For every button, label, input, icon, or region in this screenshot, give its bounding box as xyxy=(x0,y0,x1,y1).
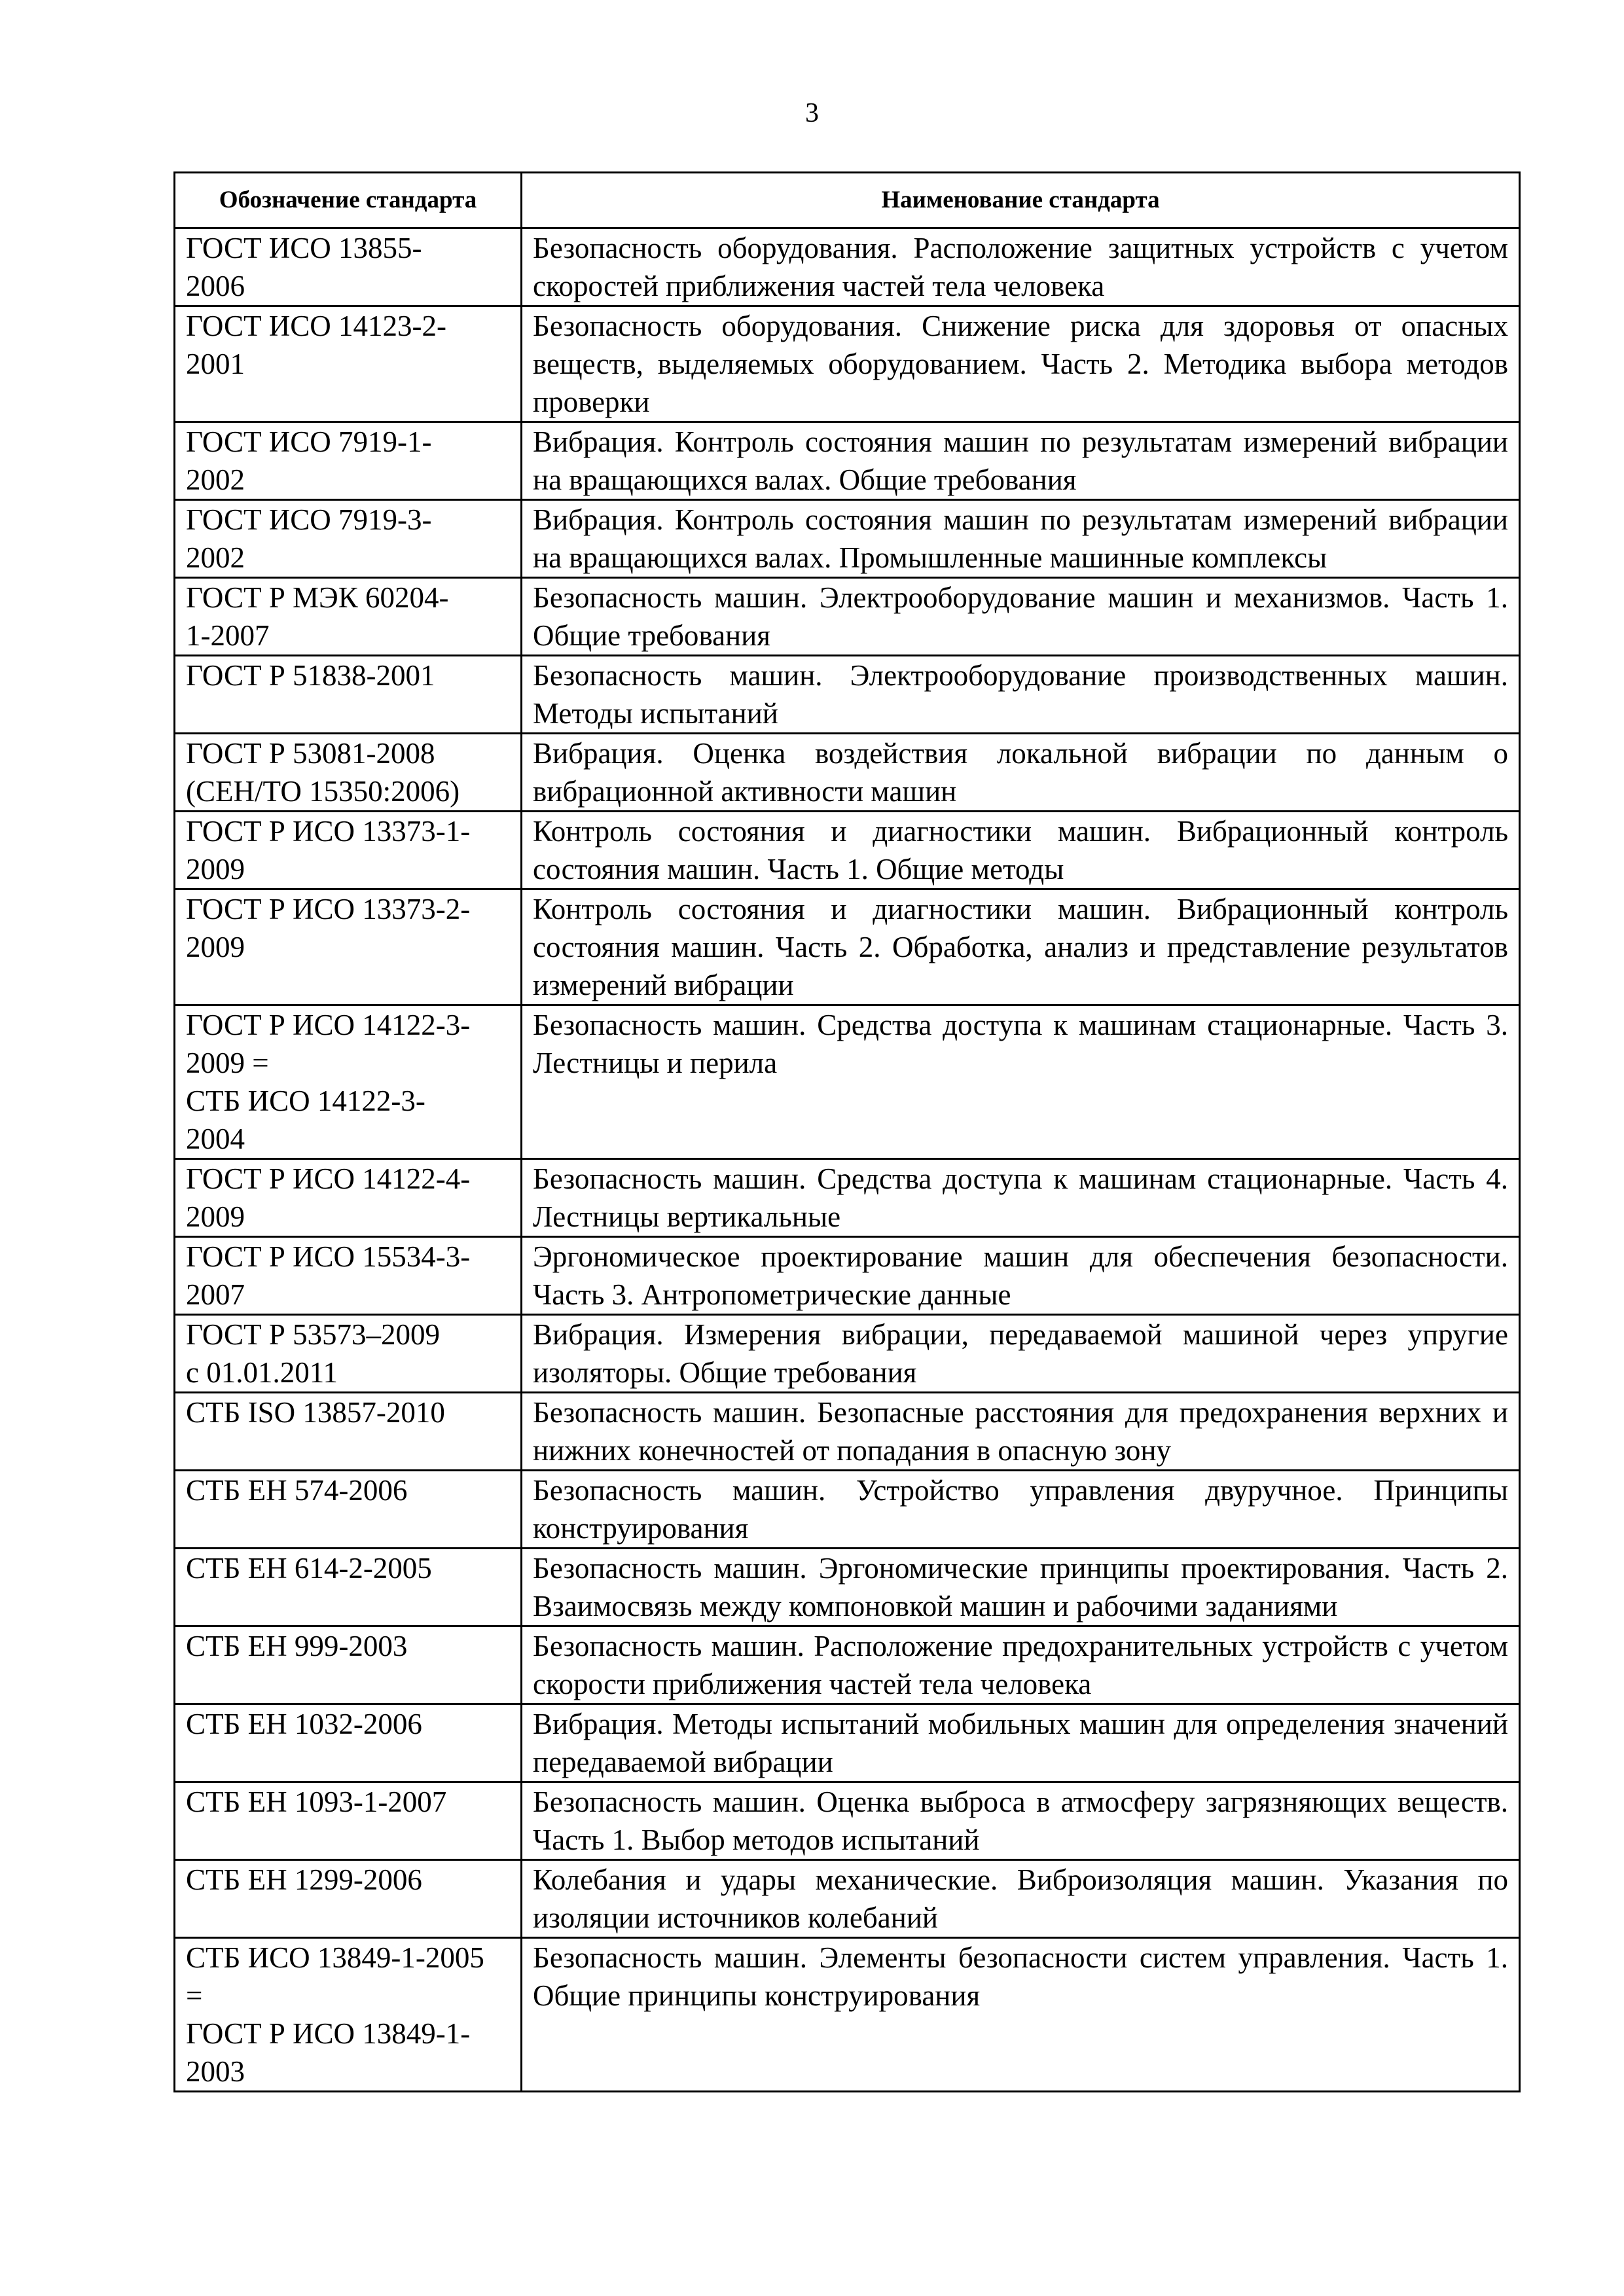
standard-code-cell xyxy=(175,1471,522,1549)
standard-name-cell: Безопасность машин. Средства доступа к машинам стационарные. Часть 3. Лестницы и перила xyxy=(522,1005,1520,1159)
table-row xyxy=(175,1704,1520,1782)
standard-name-cell: Безопасность машин. Элементы безопасности систем управления. Часть 1. Общие принципы конструирования xyxy=(522,1938,1520,2092)
standard-code-line: ГОСТ ИСО 14123-2- xyxy=(186,310,446,342)
standard-code-line: 2009 xyxy=(186,1200,245,1233)
standard-code-cell xyxy=(175,1938,522,2092)
standard-code-line: ГОСТ Р ИСО 13373-2- xyxy=(186,893,471,925)
standard-code-cell xyxy=(175,734,522,812)
standard-code-line: = xyxy=(186,1979,203,2012)
standard-code-cell xyxy=(175,1704,522,1782)
standard-name-cell: Безопасность машин. Безопасные расстояния для предохранения верхних и нижних конечностей от попадания в опасную зону xyxy=(522,1393,1520,1471)
standard-code-line: ГОСТ Р МЭК 60204- xyxy=(186,581,449,614)
standard-name-cell: Безопасность машин. Оценка выброса в атмосферу загрязняющих веществ. Часть 1. Выбор методов испытаний xyxy=(522,1782,1520,1860)
table-row xyxy=(175,306,1520,422)
column-header-code: Обозначение стандарта xyxy=(175,173,522,228)
standard-code-line: 2002 xyxy=(186,541,245,574)
standard-code-line: ГОСТ ИСО 13855- xyxy=(186,232,422,264)
standard-code-cell xyxy=(175,1782,522,1860)
table-row xyxy=(175,734,1520,812)
standard-code-cell xyxy=(175,1159,522,1237)
table-row xyxy=(175,1782,1520,1860)
standard-name-cell: Безопасность машин. Устройство управления двуручное. Принципы конструирования xyxy=(522,1471,1520,1549)
standard-name-cell: Безопасность машин. Расположение предохранительных устройств с учетом скорости приближения частей тела человека xyxy=(522,1626,1520,1704)
standard-code-cell xyxy=(175,656,522,734)
standard-code-line: 2009 xyxy=(186,931,245,963)
standard-code-line: СТБ ЕН 614-2-2005 xyxy=(186,1552,432,1585)
standard-name-cell: Вибрация. Оценка воздействия локальной вибрации по данным о вибрационной активности машин xyxy=(522,734,1520,812)
standard-name-cell: Безопасность машин. Электрооборудование производственных машин. Методы испытаний xyxy=(522,656,1520,734)
standard-code-line: СТБ ЕН 1093-1-2007 xyxy=(186,1785,447,1818)
table-row xyxy=(175,1393,1520,1471)
column-header-name: Наименование стандарта xyxy=(522,173,1520,228)
standard-code-line: 2001 xyxy=(186,348,245,380)
standard-name-cell: Вибрация. Измерения вибрации, передаваемой машиной через упругие изоляторы. Общие требования xyxy=(522,1315,1520,1393)
standard-code-cell xyxy=(175,889,522,1005)
table-row xyxy=(175,1315,1520,1393)
standard-code-line: 2009 = xyxy=(186,1047,269,1079)
standard-code-line: 2003 xyxy=(186,2055,245,2088)
standard-name-cell: Безопасность машин. Средства доступа к машинам стационарные. Часть 4. Лестницы вертикальные xyxy=(522,1159,1520,1237)
standard-code-cell xyxy=(175,1393,522,1471)
standard-code-line: СТБ ISO 13857-2010 xyxy=(186,1396,445,1429)
standard-name-cell: Безопасность машин. Эргономические принципы проектирования. Часть 2. Взаимосвязь между компоновкой машин и рабочими заданиями xyxy=(522,1549,1520,1626)
table-row xyxy=(175,1626,1520,1704)
table-row xyxy=(175,578,1520,656)
table-row xyxy=(175,228,1520,306)
standard-code-cell xyxy=(175,306,522,422)
standard-code-cell xyxy=(175,1237,522,1315)
standard-name-cell: Безопасность оборудования. Расположение защитных устройств с учетом скоростей приближения частей тела человека xyxy=(522,228,1520,306)
standard-code-line: 2004 xyxy=(186,1122,245,1155)
standard-code-line: СТБ ЕН 1032-2006 xyxy=(186,1708,422,1740)
standard-code-line: ГОСТ ИСО 7919-3- xyxy=(186,503,432,536)
table-row xyxy=(175,1159,1520,1237)
table-header-row xyxy=(175,173,1520,228)
standard-code-cell xyxy=(175,500,522,578)
table-row xyxy=(175,1549,1520,1626)
standard-code-cell xyxy=(175,1549,522,1626)
standard-code-line: СТБ ИСО 14122-3- xyxy=(186,1085,425,1117)
standard-code-line: СТБ ЕН 1299-2006 xyxy=(186,1863,422,1896)
standard-code-cell xyxy=(175,812,522,889)
standard-code-line: СТБ ИСО 13849-1-2005 xyxy=(186,1941,484,1974)
standard-name-cell: Контроль состояния и диагностики машин. Вибрационный контроль состояния машин. Часть 2. Обработка, анализ и представление результатов измерений вибрации xyxy=(522,889,1520,1005)
standard-name-cell: Эргономическое проектирование машин для обеспечения безопасности. Часть 3. Антропометрические данные xyxy=(522,1237,1520,1315)
standard-code-line: 2006 xyxy=(186,270,245,302)
standard-name-cell: Вибрация. Контроль состояния машин по результатам измерений вибрации на вращающихся валах. Промышленные машинные комплексы xyxy=(522,500,1520,578)
standard-code-cell xyxy=(175,228,522,306)
standard-code-cell xyxy=(175,578,522,656)
standard-code-line: с 01.01.2011 xyxy=(186,1356,338,1389)
standard-code-line: ГОСТ Р ИСО 15534-3- xyxy=(186,1240,471,1273)
standard-code-line: 2009 xyxy=(186,853,245,886)
table-body xyxy=(175,228,1520,2092)
standard-code-line: 2007 xyxy=(186,1278,245,1311)
standard-code-cell xyxy=(175,1626,522,1704)
standard-code-line: ГОСТ Р ИСО 14122-3- xyxy=(186,1009,471,1041)
table-row xyxy=(175,1005,1520,1159)
table-row xyxy=(175,1860,1520,1938)
standard-code-line: ГОСТ Р 53081-2008 xyxy=(186,737,435,770)
standard-name-cell: Вибрация. Методы испытаний мобильных машин для определения значений передаваемой вибрации xyxy=(522,1704,1520,1782)
table-row xyxy=(175,812,1520,889)
standard-code-line: ГОСТ ИСО 7919-1- xyxy=(186,425,432,458)
table-row xyxy=(175,422,1520,500)
standard-name-cell: Вибрация. Контроль состояния машин по результатам измерений вибрации на вращающихся валах. Общие требования xyxy=(522,422,1520,500)
standard-code-cell xyxy=(175,1005,522,1159)
table-row xyxy=(175,889,1520,1005)
standard-code-line: ГОСТ Р ИСО 13849-1- xyxy=(186,2017,471,2050)
standard-name-cell: Колебания и удары механические. Виброизоляция машин. Указания по изоляции источников колебаний xyxy=(522,1860,1520,1938)
table-row xyxy=(175,1237,1520,1315)
standard-code-line: 1-2007 xyxy=(186,619,270,652)
standard-code-cell xyxy=(175,1315,522,1393)
standard-code-line: СТБ ЕН 574-2006 xyxy=(186,1474,408,1507)
table-row xyxy=(175,656,1520,734)
standard-code-line: ГОСТ Р ИСО 13373-1- xyxy=(186,815,471,848)
standard-name-cell: Контроль состояния и диагностики машин. Вибрационный контроль состояния машин. Часть 1. Общие методы xyxy=(522,812,1520,889)
standard-code-cell xyxy=(175,1860,522,1938)
page-number: 3 xyxy=(805,98,819,128)
standard-code-line: ГОСТ Р ИСО 14122-4- xyxy=(186,1162,471,1195)
standard-code-cell xyxy=(175,422,522,500)
standard-code-line: (СЕН/ТО 15350:2006) xyxy=(186,775,460,808)
standard-code-line: ГОСТ Р 53573–2009 xyxy=(186,1318,440,1351)
standard-name-cell: Безопасность оборудования. Снижение риска для здоровья от опасных веществ, выделяемых оборудованием. Часть 2. Методика выбора методов проверки xyxy=(522,306,1520,422)
table-row xyxy=(175,1471,1520,1549)
table-row xyxy=(175,500,1520,578)
standard-code-line: ГОСТ Р 51838-2001 xyxy=(186,659,435,692)
standard-code-line: СТБ ЕН 999-2003 xyxy=(186,1630,408,1662)
standards-table xyxy=(173,171,1521,2092)
table-row xyxy=(175,1938,1520,2092)
standard-code-line: 2002 xyxy=(186,463,245,496)
standard-name-cell: Безопасность машин. Электрооборудование машин и механизмов. Часть 1. Общие требования xyxy=(522,578,1520,656)
